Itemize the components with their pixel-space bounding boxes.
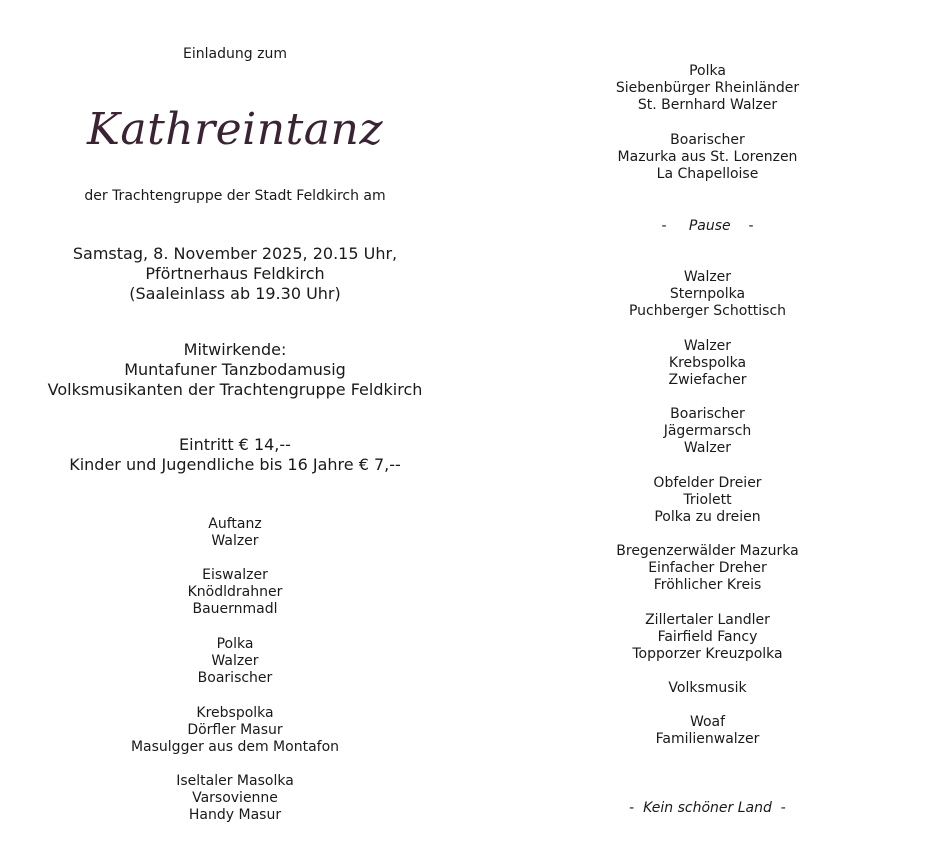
dance-item: Varsovienne: [192, 790, 278, 806]
dance-item: Mazurka aus St. Lorenzen: [617, 149, 798, 165]
dance-group: [485, 475, 930, 526]
dance-item: Bauernmadl: [192, 601, 278, 617]
dance-item: Knödldrahner: [187, 584, 283, 600]
admission: [20, 435, 450, 475]
dance-item: Boarischer: [670, 132, 745, 148]
dance-group: [485, 338, 930, 389]
closing-song: [485, 800, 930, 817]
performers: [20, 340, 450, 400]
event-admission-time: (Saaleinlass ab 19.30 Uhr): [129, 284, 341, 303]
admission-youth: Kinder und Jugendliche bis 16 Jahre € 7,--: [69, 455, 401, 474]
dash: -: [661, 218, 667, 234]
event-details: [20, 244, 450, 304]
dance-group: [485, 714, 930, 748]
dance-group: [485, 612, 930, 663]
performer: Volksmusikanten der Trachtengruppe Feldkirch: [47, 380, 423, 399]
dance-item: Einfacher Dreher: [648, 560, 767, 576]
dance-group: [485, 680, 930, 697]
pause-marker: [485, 218, 930, 235]
dance-item: Siebenbürger Rheinländer: [615, 80, 800, 96]
dance-group: [20, 773, 450, 824]
dance-group: [485, 132, 930, 183]
dash: -: [748, 218, 754, 234]
dance-group: [485, 63, 930, 114]
dance-item: Polka: [689, 63, 726, 79]
dance-item: Fairfield Fancy: [657, 629, 758, 645]
dance-item: Zwiefacher: [668, 372, 747, 388]
dance-group: [485, 269, 930, 320]
intro-text: Einladung zum: [183, 46, 287, 62]
dance-item: Bregenzerwälder Mazurka: [616, 543, 799, 559]
dance-item: Eiswalzer: [202, 567, 268, 583]
event-title: Kathreintanz: [86, 104, 384, 155]
dance-item: Volksmusik: [668, 680, 747, 696]
event-date: Samstag, 8. November 2025, 20.15 Uhr,: [72, 244, 398, 263]
dance-item: Jägermarsch: [663, 423, 752, 439]
dance-item: Topporzer Kreuzpolka: [632, 646, 783, 662]
dance-item: Krebspolka: [668, 355, 747, 371]
dance-item: Iseltaler Masolka: [176, 773, 294, 789]
dance-item: Auftanz: [208, 516, 262, 532]
dance-item: La Chapelloise: [656, 166, 759, 182]
dance-group: [485, 543, 930, 594]
dance-item: Handy Masur: [188, 807, 282, 823]
dance-item: Fröhlicher Kreis: [653, 577, 762, 593]
admission-adult: Eintritt € 14,--: [179, 435, 291, 454]
dance-item: Familienwalzer: [655, 731, 760, 747]
dance-item: Walzer: [211, 653, 259, 669]
closing-label: Kein schöner Land: [643, 800, 772, 816]
dash: -: [780, 800, 786, 816]
dance-item: Boarischer: [670, 406, 745, 422]
performers-heading: Mitwirkende:: [183, 340, 287, 359]
dance-item: Dörfler Masur: [187, 722, 283, 738]
dance-item: Walzer: [211, 533, 259, 549]
pause-label: Pause: [688, 218, 731, 234]
dance-item: St. Bernhard Walzer: [637, 97, 778, 113]
dance-item: Walzer: [683, 440, 732, 456]
dance-item: Puchberger Schottisch: [628, 303, 787, 319]
dance-group: [485, 406, 930, 457]
dash: -: [629, 800, 635, 816]
dance-group: [20, 516, 450, 550]
dance-item: Polka zu dreien: [654, 509, 761, 525]
dance-item: Sternpolka: [669, 286, 746, 302]
dance-item: Polka: [216, 636, 254, 652]
dance-group: [20, 636, 450, 687]
dance-item: Triolett: [683, 492, 732, 508]
dance-item: Obfelder Dreier: [653, 475, 762, 491]
dance-item: Masulgger aus dem Montafon: [130, 739, 340, 755]
dance-item: Krebspolka: [196, 705, 274, 721]
dance-item: Boarischer: [197, 670, 273, 686]
dance-group: [20, 705, 450, 756]
dance-item: Walzer: [683, 338, 732, 354]
dance-item: Zillertaler Landler: [645, 612, 770, 628]
event-venue: Pförtnerhaus Feldkirch: [145, 264, 325, 283]
dance-item: Woaf: [689, 714, 726, 730]
dance-item: Walzer: [683, 269, 732, 285]
subtitle: der Trachtengruppe der Stadt Feldkirch am: [84, 188, 386, 204]
performer: Muntafuner Tanzbodamusig: [124, 360, 346, 379]
dance-group: [20, 567, 450, 618]
